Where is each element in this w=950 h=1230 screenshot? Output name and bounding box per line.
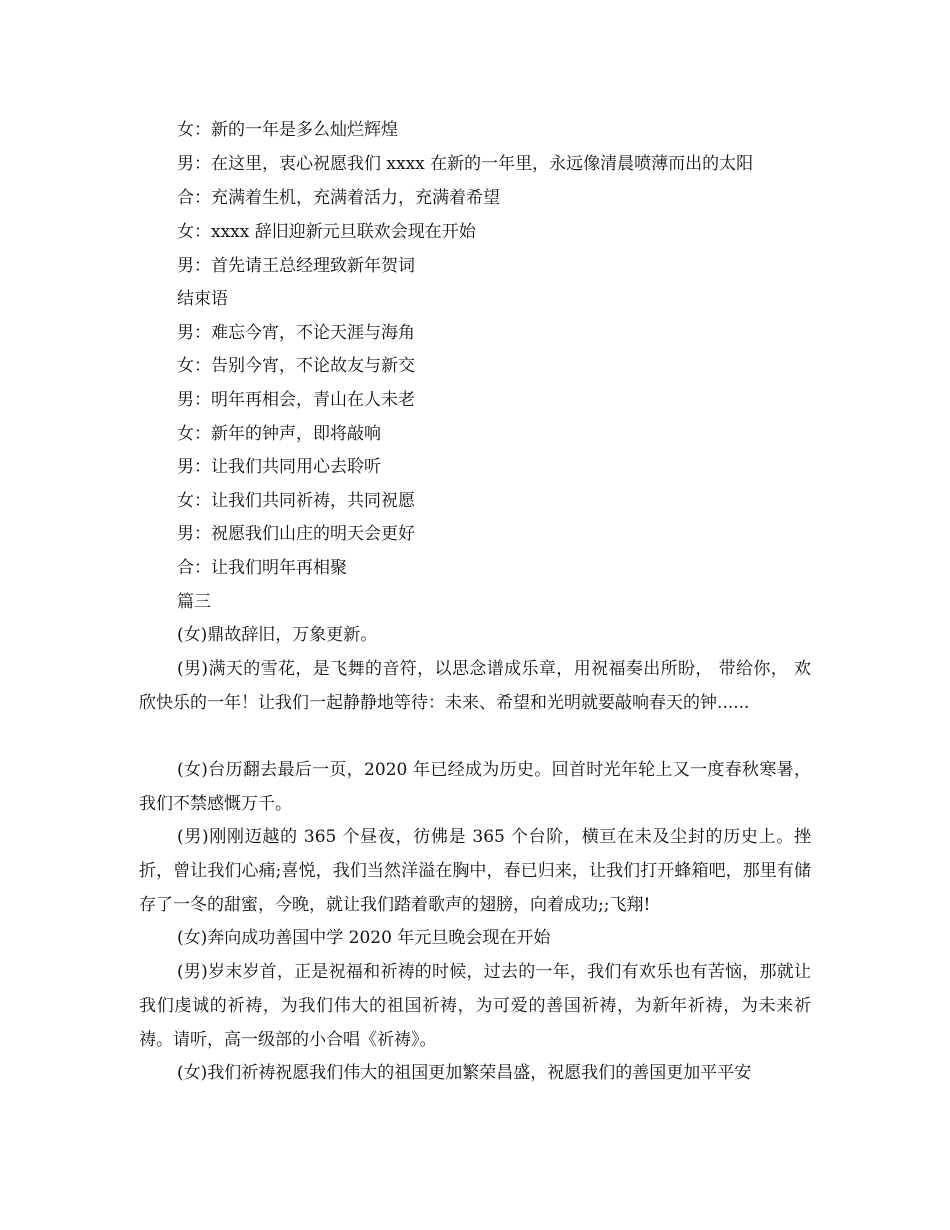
section-heading: 篇三 xyxy=(177,592,211,612)
dialogue-line: 合：让我们明年再相聚 xyxy=(177,558,347,578)
dialogue-line: 男：明年再相会，青山在人未老 xyxy=(177,390,415,410)
dialogue-line: 男：祝愿我们山庄的明天会更好 xyxy=(177,524,415,544)
paragraph: (女)台历翻去最后一页，2020 年已经成为历史。回首时光年轮上又一度春秋寒暑，我们不禁感慨万千。 xyxy=(139,760,811,814)
paragraph: (女)我们祈祷祝愿我们伟大的祖国更加繁荣昌盛，祝愿我们的善国更加平平安 xyxy=(177,1063,752,1083)
paragraph: (男)岁末岁首，正是祝福和祈祷的时候，过去的一年，我们有欢乐也有苦恼，那就让我们虔诚的祈祷，为我们伟大的祖国祈祷，为可爱的善国祈祷，为新年祈祷，为未来祈祷。请听，高一级部的小合唱《祈祷》。 xyxy=(139,962,811,1050)
dialogue-line: 女：告别今宵，不论故友与新交 xyxy=(177,356,415,376)
dialogue-line: (女)鼎故辞旧，万象更新。 xyxy=(177,625,378,645)
dialogue-line: 女：新年的钟声，即将敲响 xyxy=(177,424,381,444)
section-heading: 结束语 xyxy=(177,289,228,309)
dialogue-line: 女：让我们共同祈祷，共同祝愿 xyxy=(177,491,415,511)
dialogue-line: 男：让我们共同用心去聆听 xyxy=(177,457,381,477)
paragraph: (男)刚刚迈越的 365 个昼夜，彷佛是 365 个台阶，横亘在未及尘封的历史上。挫折，曾让我们心痛;喜悦，我们当然洋溢在胸中，春已归来，让我们打开蜂箱吧，那里有储存了一冬的甜蜜，今晚，就让我们踏着歌声的翅膀，向着成功;;飞翔! xyxy=(139,827,811,915)
dialogue-line: 合：充满着生机，充满着活力，充满着希望 xyxy=(177,188,500,208)
dialogue-line: 男：首先请王总经理致新年贺词 xyxy=(177,256,415,276)
dialogue-line: 女：新的一年是多么灿烂辉煌 xyxy=(177,120,398,140)
dialogue-line: 女：xxxx 辞旧迎新元旦联欢会现在开始 xyxy=(177,222,476,242)
paragraph: (男)满天的雪花，是飞舞的音符，以思念谱成乐章，用祝福奏出所盼， 带给你， 欢欣快乐的一年！让我们一起静静地等待：未来、希望和光明就要敲响春天的钟...... xyxy=(139,659,811,713)
dialogue-line: 男：在这里，衷心祝愿我们 xxxx 在新的一年里，永远像清晨喷薄而出的太阳 xyxy=(177,154,754,174)
dialogue-line: 男：难忘今宵，不论天涯与海角 xyxy=(177,323,415,343)
paragraph: (女)奔向成功善国中学 2020 年元旦晚会现在开始 xyxy=(177,928,551,948)
